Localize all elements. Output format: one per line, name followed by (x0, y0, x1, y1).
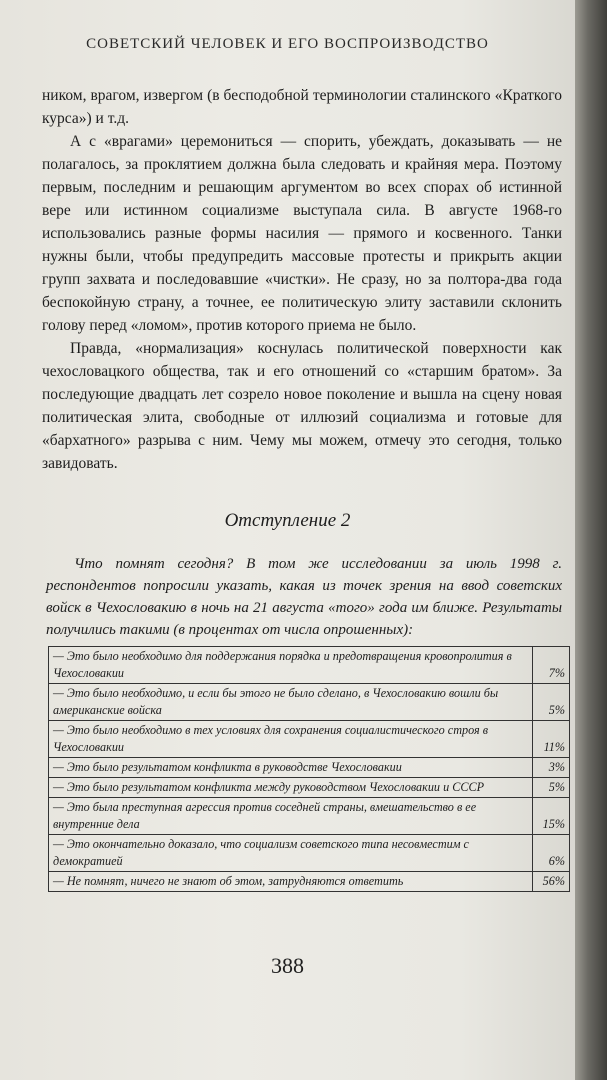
paragraph: А с «врагами» церемониться — спорить, убеждать, доказывать — не полагалось, за проклятием должна была следовать и крайняя мера. Поэтому первым, последним и решающим аргументом во всех спорах об истинной вере или истинном социализме выступала сила. В августе 1968-го использовались разные формы насилия — прямого и косвенного. Танки нужны были, чтобы предупредить массовые протесты и прикрыть акции групп захвата и последовавшие «чистки». Не сразу, но за полтора-два года беспокойную страну, а точнее, ее политическую элиту заставили склонить голову перед «ломом», против которого приема не было. (42, 133, 562, 334)
answer-percent: 7% (533, 647, 570, 684)
body-text (42, 84, 562, 475)
answer-text: — Это было необходимо, и если бы этого не было сделано, в Чехословакию вошли бы американские войска (49, 684, 533, 721)
answer-percent: 11% (533, 721, 570, 758)
table-row (49, 835, 570, 872)
table-row (49, 872, 570, 892)
table-row (49, 778, 570, 798)
table-row (49, 684, 570, 721)
answer-percent: 56% (533, 872, 570, 892)
answer-text: — Это было необходимо для поддержания порядка и предотвращения кровопролития в Чехословакии (49, 647, 533, 684)
table-row (49, 647, 570, 684)
paragraph: Правда, «нормализация» коснулась политической поверхности как чехословацкого общества, так и его отношений со «старшим братом». За последующие двадцать лет созрело новое поколение и вышла на сцену новая политическая элита, свободные от иллюзий социализма и готовые для «бархатного» разрыва с ним. Чему мы можем, отмечу это сегодня, только завидовать. (42, 340, 562, 472)
table-row (49, 758, 570, 778)
survey-intro-text: Что помнят сегодня? В том же исследовании за июль 1998 г. респондентов попросили указать, какая из точек зрения на ввод советских войск в Чехословакию в ночь на 21 августа «того» года им ближе. Результаты получились такими (в процентах от числа опрошенных): (46, 556, 562, 638)
answer-percent: 5% (533, 778, 570, 798)
survey-intro (46, 553, 562, 641)
answer-text: — Это была преступная агрессия против соседней страны, вмешательство в ее внутренние дела (49, 798, 533, 835)
survey-results-table (48, 646, 570, 892)
running-head: СОВЕТСКИЙ ЧЕЛОВЕК И ЕГО ВОСПРОИЗВОДСТВО (86, 36, 489, 52)
book-page-edge (575, 0, 607, 1080)
answer-percent: 15% (533, 798, 570, 835)
answer-text: — Не помнят, ничего не знают об этом, затрудняются ответить (49, 872, 533, 892)
answer-text: — Это было результатом конфликта между руководством Чехословакии и СССР (49, 778, 533, 798)
page-number: 388 (271, 953, 304, 978)
answer-percent: 5% (533, 684, 570, 721)
answer-text: — Это было необходимо в тех условиях для сохранения социалистического строя в Чехословакии (49, 721, 533, 758)
table-row (49, 721, 570, 758)
answer-percent: 3% (533, 758, 570, 778)
section-title: Отступление 2 (224, 510, 351, 531)
answer-percent: 6% (533, 835, 570, 872)
table-row (49, 798, 570, 835)
paragraph: ником, врагом, извергом (в бесподобной терминологии сталинского «Краткого курса») и т.д. (42, 87, 562, 127)
answer-text: — Это окончательно доказало, что социализм советского типа несовместим с демократией (49, 835, 533, 872)
answer-text: — Это было результатом конфликта в руководстве Чехословакии (49, 758, 533, 778)
